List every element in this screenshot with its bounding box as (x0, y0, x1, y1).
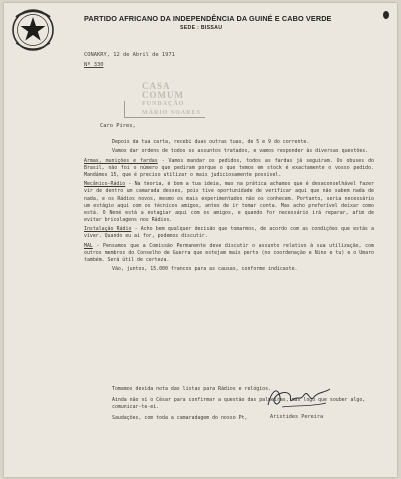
salutation: Caro Pires, (100, 123, 136, 129)
paragraph-1 (84, 139, 374, 146)
letter-page (4, 3, 397, 477)
closing-salutation: Saudações, com toda a camaradagem do nosso Pt, (112, 415, 248, 422)
paragraph-text: - Acho bem qualquer decisão que tomarmos, de acordo com as condições que estás a viver. Quando eu ai for, podemos discutir. (84, 226, 374, 240)
cesar-line: Ainda não vi o César para confirmar a questão das palmeiras, mas logo que souber algo, comunicar-te-ei. (112, 397, 366, 411)
stamp-line: MÁRIO SOARES (142, 110, 201, 116)
paper-hole-icon (381, 9, 391, 21)
organization-seat: SEDE : BISSAU (180, 25, 223, 31)
paragraph-text: - Na teoria, é bom a tua ideia, mas na prática achamos que é desaconselhável fazer vir de dentro um camarada desses, pois tive oportunidade de verificar aqui que não sabem nada de nada, e os Rádios novos, mesmo os mais experimentados não os conhecem. Portanto, seria necessário um estágio aqui com os técnicos amigos, antes de ir tomar conta. Mas acho preferível deixar como está. O Nené está a estagiar aqui com os amigos, e quando for necessário irá reparar, afim de evitar bricolagens nos Rádios. (84, 181, 374, 223)
address-box (124, 101, 205, 118)
topic-label: Mecânico-Rádio (84, 181, 126, 188)
paigc-star-seal-icon (10, 7, 56, 53)
signatory-name: Aristides Pereira (270, 414, 324, 420)
stamp-line: CASA (142, 81, 171, 91)
letter-body (84, 139, 374, 273)
radio-line: Tomamos devida nota das listas para Rádios e relógios. (112, 386, 271, 392)
stamp-line: COMUM (142, 90, 184, 100)
reference-number: Nº 330 (84, 62, 104, 68)
paragraph-text: Vamos dar ordens de todos os assuntos tratados, e vamos responder às diversas questões. (112, 148, 369, 155)
paragraph-text: Depois da tua carta, recebi duas outras tuas, de 5 e 9 do corrente. (112, 139, 310, 145)
paragraph-text: - Pensamos que a Comissão Permanente deve discutir o assunto relativo à sua utilização, com outros membros do Conselho de Guerra que estejam mais perto (no coordenação e Nino e tu) e o Umaro também. Será útil de certeza. (84, 242, 374, 263)
stamp-line: FUNDAÇÃO (142, 101, 185, 107)
money-line: Vão, juntos, 15.000 francos para as causas, conforme indicaste. (112, 266, 298, 273)
letter-date: CONAKRY, 12 de Abril de 1971 (84, 52, 175, 58)
paragraph-armas (84, 158, 374, 179)
organization-name: PARTIDO AFRICANO DA INDEPENDÊNCIA DA GUINÉ E CABO VERDE (84, 14, 332, 23)
topic-label: Armas, munições e fardas (84, 157, 158, 164)
paragraph-mecanico-radio (84, 181, 374, 224)
topic-label: Instalação Rádio (84, 226, 132, 233)
paragraph-mal (84, 243, 374, 264)
paragraph-instalacao-radio (84, 226, 374, 240)
topic-label: MAL (84, 242, 93, 249)
paragraph-2 (84, 148, 374, 155)
paragraph-text: - Vamos mandar os pedidos, todos as fardas já seguiram. Os obuses do Brasil, não foi o número que pediram porque o que temos em stock é exactamente o vosso pedido. Mandámos 15, que é preciso utilizar o mais judiciosamente possível. (84, 157, 374, 178)
handwritten-signature (264, 383, 334, 411)
